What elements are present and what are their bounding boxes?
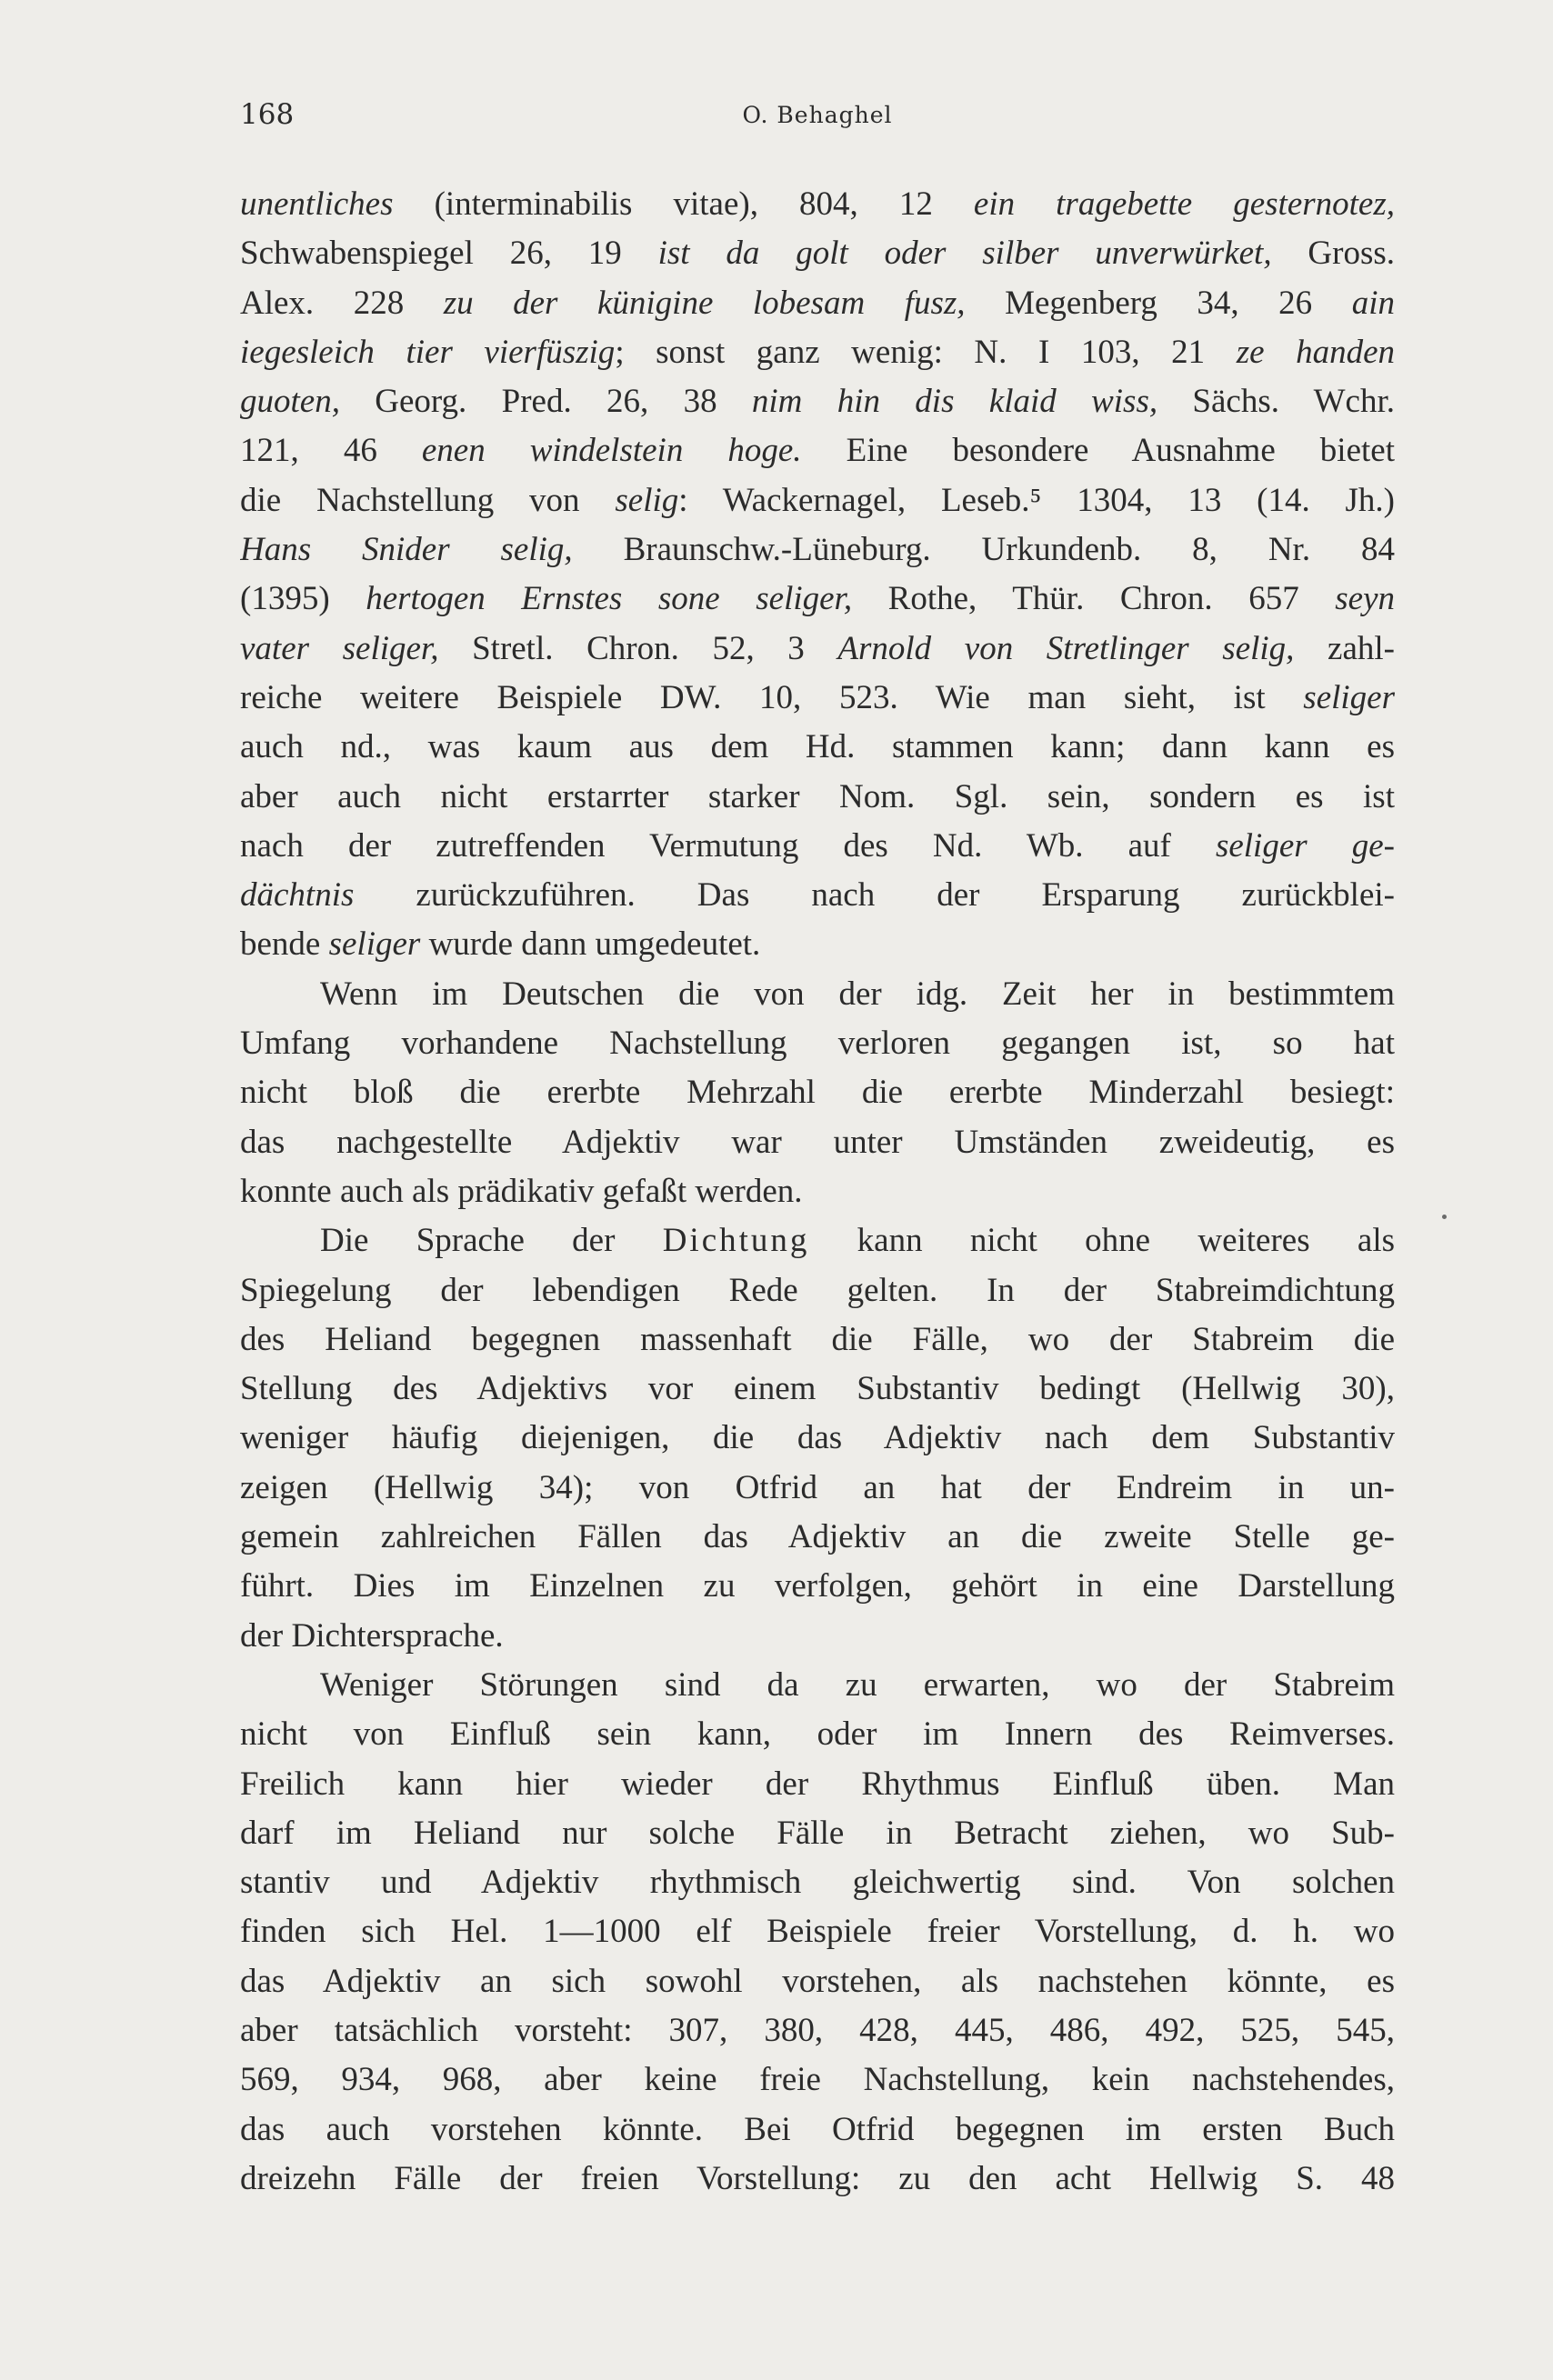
text-span: das auch vorstehen könnte. Bei Otfrid begegnen im ersten Buch	[240, 2110, 1395, 2148]
text-line	[240, 1957, 1395, 2006]
text-span: darf im Heliand nur solche Fälle in Betracht ziehen, wo Sub-	[240, 1814, 1395, 1852]
italic-span: seliger ge-	[1215, 826, 1395, 865]
text-line	[240, 476, 1395, 525]
text-line	[240, 920, 1395, 969]
text-span: das Adjektiv an sich sowohl vorstehen, als nachstehen könnte, es	[240, 1962, 1395, 2000]
italic-span: Arnold von Stretlinger selig,	[837, 629, 1295, 667]
text-span: Umfang vorhandene Nachstellung verloren gegangen ist, so hat	[240, 1025, 1395, 1063]
text-span: der Dichtersprache.	[240, 1616, 504, 1655]
text-span: zurückzuführen. Das nach der Ersparung zurückblei-	[354, 876, 1395, 915]
text-span: Wenn im Deutschen die von der idg. Zeit her in bestimmtem	[320, 975, 1395, 1013]
text-span: 121, 46	[240, 432, 422, 470]
text-span: Die Sprache der	[320, 1222, 663, 1260]
text-span: Georg. Pred. 26, 38	[339, 383, 752, 421]
text-line	[240, 1167, 1395, 1216]
italic-span: selig	[615, 481, 679, 519]
text-line	[240, 871, 1395, 920]
spaced-emphasis: Dichtung	[662, 1222, 810, 1260]
text-line	[240, 2155, 1395, 2204]
text-line	[240, 180, 1395, 229]
text-span: Megenberg 34, 26	[965, 284, 1352, 322]
text-span: ; sonst ganz wenig: N. I 103, 21	[615, 333, 1237, 371]
text-span: zeigen (Hellwig 34); von Otfrid an hat der Endreim in un-	[240, 1468, 1395, 1506]
text-span: Rothe, Thür. Chron. 657	[852, 580, 1336, 618]
italic-span: zu der künigine lobesam fusz,	[443, 284, 966, 322]
text-span: Schwabenspiegel 26, 19	[240, 235, 658, 273]
text-span: die Nachstellung von	[240, 481, 616, 519]
text-line	[240, 2105, 1395, 2155]
text-line	[240, 525, 1395, 575]
text-line	[240, 1809, 1395, 1858]
text-line	[240, 1612, 1395, 1661]
text-span: Stellung des Adjektivs vor einem Substantiv bedingt (Hellwig 30),	[240, 1370, 1395, 1408]
text-span: nach der zutreffenden Vermutung des Nd. Wb. auf	[240, 826, 1216, 865]
italic-span: vater seliger,	[240, 629, 439, 667]
text-line	[240, 2006, 1395, 2055]
italic-span: seliger	[328, 925, 421, 964]
text-span: (1395)	[240, 580, 366, 618]
body-text	[240, 180, 1395, 2204]
text-span: gemein zahlreichen Fällen das Adjektiv an die zweite Stelle ge-	[240, 1518, 1395, 1556]
text-span: bende	[240, 925, 329, 964]
text-span: Alex. 228	[240, 284, 444, 322]
italic-span: hertogen Ernstes sone seliger,	[366, 580, 853, 618]
text-line	[240, 723, 1395, 772]
italic-span: Hans Snider selig,	[240, 531, 573, 569]
text-line	[240, 279, 1395, 328]
text-span: weniger häufig diejenigen, die das Adjektiv nach dem Substantiv	[240, 1419, 1395, 1457]
italic-span: unentliches	[240, 185, 394, 223]
text-span: kann nicht ohne weiteres als	[809, 1222, 1395, 1260]
italic-span: iegesleich tier vierfüszig	[240, 333, 616, 371]
text-span: Weniger Störungen sind da zu erwarten, wo der Stabreim	[320, 1665, 1395, 1704]
text-span: wurde dann umgedeutet.	[420, 925, 761, 964]
text-line	[240, 674, 1395, 723]
text-span: aber tatsächlich vorsteht: 307, 380, 428, 445, 486, 492, 525, 545,	[240, 2011, 1395, 2049]
text-line	[240, 822, 1395, 871]
text-span: (interminabilis vitae), 804, 12	[393, 185, 974, 223]
text-span: reiche weitere Beispiele DW. 10, 523. Wie man sieht, ist	[240, 678, 1304, 716]
text-line	[240, 2055, 1395, 2105]
text-span: des Heliand begegnen massenhaft die Fälle, wo der Stabreim die	[240, 1320, 1395, 1358]
text-line	[240, 970, 1395, 1019]
text-line	[240, 1661, 1395, 1710]
text-line	[240, 1710, 1395, 1759]
text-line	[240, 1068, 1395, 1117]
text-line	[240, 1019, 1395, 1068]
text-span: auch nd., was kaum aus dem Hd. stammen kann; dann kann es	[240, 728, 1395, 766]
text-span: Stretl. Chron. 52, 3	[438, 629, 838, 667]
text-span: : Wackernagel, Leseb.⁵ 1304, 13 (14. Jh.)	[678, 481, 1395, 519]
italic-span: guoten,	[240, 383, 340, 421]
text-span: dreizehn Fälle der freien Vorstellung: zu den acht Hellwig S. 48	[240, 2159, 1395, 2197]
margin-mark	[1442, 1215, 1447, 1219]
text-span: führt. Dies im Einzelnen zu verfolgen, gehört in eine Darstellung	[240, 1567, 1395, 1605]
text-line	[240, 1315, 1395, 1365]
text-span: nicht von Einfluß sein kann, oder im Innern des Reimverses.	[240, 1715, 1395, 1754]
italic-span: seliger	[1303, 678, 1395, 716]
italic-span: dächtnis	[240, 876, 355, 915]
text-line	[240, 1216, 1395, 1265]
text-line	[240, 1118, 1395, 1167]
text-span: aber auch nicht erstarrter starker Nom. Sgl. sein, sondern es ist	[240, 777, 1395, 815]
text-span: das nachgestellte Adjektiv war unter Umständen zweideutig, es	[240, 1123, 1395, 1161]
text-span: konnte auch als prädikativ gefaßt werden.	[240, 1172, 803, 1210]
text-line	[240, 1907, 1395, 1956]
text-line	[240, 625, 1395, 674]
italic-span: ain	[1351, 284, 1395, 322]
text-line	[240, 1858, 1395, 1907]
italic-span: ist da golt oder silber unverwürket,	[657, 235, 1272, 273]
text-span: Sächs. Wchr.	[1157, 383, 1395, 421]
text-span: Gross.	[1271, 235, 1395, 273]
italic-span: enen windelstein hoge.	[421, 432, 802, 470]
italic-span: seyn	[1335, 580, 1395, 618]
text-line	[240, 229, 1395, 278]
text-line	[240, 1562, 1395, 1611]
text-span: Freilich kann hier wieder der Rhythmus Einfluß üben. Man	[240, 1765, 1395, 1803]
italic-span: ze handen	[1236, 333, 1395, 371]
page-header	[240, 98, 1395, 135]
text-span: Eine besondere Ausnahme bietet	[801, 432, 1395, 470]
text-line	[240, 426, 1395, 475]
text-span: zahl-	[1294, 629, 1395, 667]
text-line	[240, 328, 1395, 377]
text-line	[240, 1760, 1395, 1809]
text-span: stantiv und Adjektiv rhythmisch gleichwertig sind. Von solchen	[240, 1864, 1395, 1902]
text-line	[240, 1464, 1395, 1513]
text-span: nicht bloß die ererbte Mehrzahl die ererbte Minderzahl besiegt:	[240, 1074, 1395, 1112]
running-head: O. Behaghel	[742, 102, 893, 128]
page-number: 168	[240, 98, 295, 131]
text-span: Braunschw.-Lüneburg. Urkundenb. 8, Nr. 84	[572, 531, 1395, 569]
text-line	[240, 773, 1395, 822]
text-span: 569, 934, 968, aber keine freie Nachstellung, kein nachstehendes,	[240, 2061, 1395, 2099]
italic-span: ein tragebette gesternotez,	[973, 185, 1395, 223]
text-line	[240, 1365, 1395, 1414]
italic-span: nim hin dis klaid wiss,	[751, 383, 1158, 421]
text-span: finden sich Hel. 1—1000 elf Beispiele freier Vorstellung, d. h. wo	[240, 1913, 1395, 1951]
text-line	[240, 575, 1395, 624]
text-span: Spiegelung der lebendigen Rede gelten. In der Stabreimdichtung	[240, 1271, 1395, 1309]
text-line	[240, 1513, 1395, 1562]
text-line	[240, 1414, 1395, 1463]
text-line	[240, 377, 1395, 426]
text-line	[240, 1266, 1395, 1315]
